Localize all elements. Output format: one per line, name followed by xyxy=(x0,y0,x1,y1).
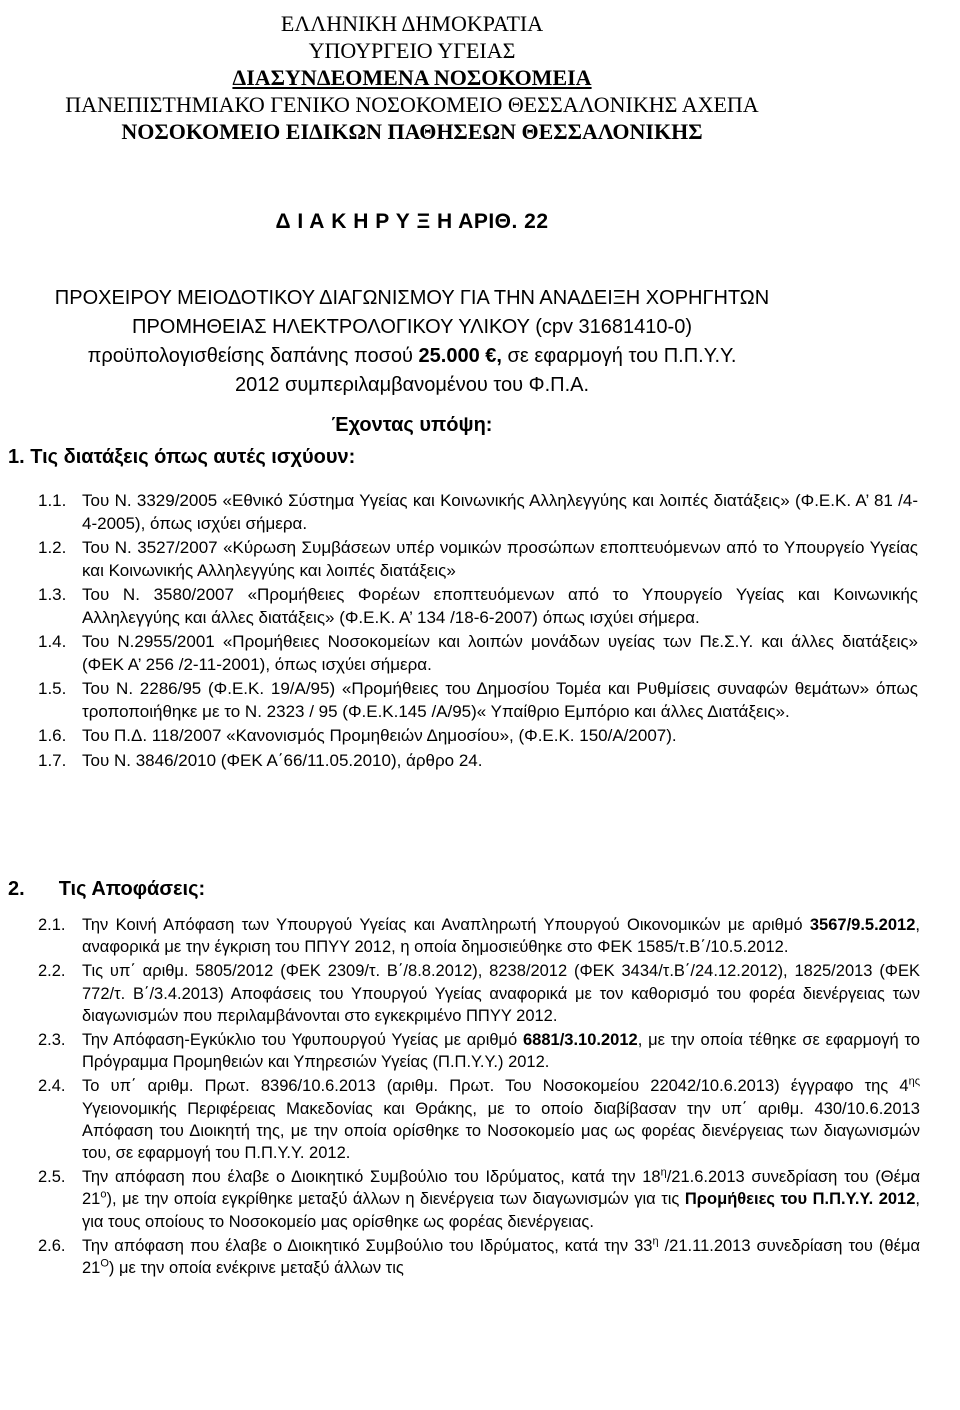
list-item: 1.5. Του Ν. 2286/95 (Φ.Ε.Κ. 19/Α/95) «Προμήθειες του Δημοσίου Τομέα και Ρυθμίσεις συναφών θεμάτων» όπως τροποποιήθηκε με το Ν. 2323 / 95 (Φ.Ε.Κ.145 /Α/95)« Υπαίθριο Εμπόριο και άλλες Διατάξεις». xyxy=(38,679,918,721)
subject-line-3 xyxy=(0,342,824,371)
list-item: 2.6. Την απόφαση που έλαβε ο Διοικητικό Συμβούλιο του Ιδρύματος, κατά την $33^\eta$ /21.11.2013 συνεδρίαση του (θέμα $21^O$) με την οποία ενέκρινε μεταξύ άλλων τις xyxy=(38,1235,920,1278)
header-university-hospital: ΠΑΝΕΠΙΣΤΗΜΙΑΚΟ ΓΕΝΙΚΟ ΝΟΣΟΚΟΜΕΙΟ ΘΕΣΣΑΛΟΝΙΚΗΣ ΑΧΕΠΑ xyxy=(65,92,759,117)
list-item: 1.4. Του Ν.2955/2001 «Προμήθειες Νοσοκομείων και λοιπών μονάδων υγείας των Πε.Σ.Υ. και άλλες διατάξεις» (ΦΕΚ Α’ 256 /2-11-2001), όπως ισχύει σήμερα. xyxy=(38,632,918,674)
section-1-heading: 1. Τις διατάξεις όπως αυτές ισχύουν: xyxy=(8,446,356,468)
section-2-title: Τις Αποφάσεις: xyxy=(58,878,206,900)
subject-budget-suffix: σε εφαρμογή του Π.Π.Υ.Υ. xyxy=(501,345,737,367)
header-special-hospital: ΝΟΣΟΚΟΜΕΙΟ ΕΙΔΙΚΩΝ ΠΑΘΗΣΕΩΝ ΘΕΣΣΑΛΟΝΙΚΗΣ xyxy=(121,119,703,144)
subject-line-2: ΠΡΟΜΗΘΕΙΑΣ ΗΛΕΚΤΡΟΛΟΓΙΚΟΥ ΥΛΙΚΟΥ (cpv 31681410-0) xyxy=(132,316,692,338)
list-item: 1.2. Του Ν. 3527/2007 «Κύρωση Συμβάσεων υπέρ νομικών προσώπων εποπτευόμενων από το Υπουργείο Υγείας και Κοινωνικής Αλληλεγγύης και λοιπές διατάξεις» xyxy=(38,538,918,580)
section-2-heading xyxy=(8,878,205,901)
list-item: 2.4. Το υπ΄ αριθμ. Πρωτ. 8396/10.6.2013 (αριθμ. Πρωτ. Του Νοσοκομείου 22042/10.6.2013) έγγραφο της $4^{\eta\varsigma}$ Υγειονομικής Περιφέρειας Μακεδονίας και Θράκης, με το οποίο διαβίβασαν την υπ΄ αριθμ. 430/10.6.2013 Απόφαση του Διοικητή της, με την οποία ορίσθηκε το Νοσοκομείο μας ως φορέας διενέργειας των διαγωνισμών του, σε εφαρμογή του Π.Π.Υ.Υ. 2012. xyxy=(38,1075,920,1163)
document-subject xyxy=(0,284,824,400)
section-2-list xyxy=(38,914,920,1279)
header-country: ΕΛΛΗΝΙΚΗ ΔΗΜΟΚΡΑΤΙΑ xyxy=(280,11,544,36)
considering-heading: Έχοντας υπόψη: xyxy=(331,414,493,436)
document-header xyxy=(0,10,824,145)
header-hospitals-group: ΔΙΑΣΥΝΔΕΟΜΕΝΑ ΝΟΣΟΚΟΜΕΙΑ xyxy=(232,65,592,90)
list-item: 1.6. Του Π.Δ. 118/2007 «Κανονισμός Προμηθειών Δημοσίου», (Φ.Ε.Κ. 150/Α/2007). xyxy=(38,726,677,745)
header-ministry: ΥΠΟΥΡΓΕΙΟ ΥΓΕΙΑΣ xyxy=(308,38,516,63)
list-item: 1.3. Του Ν. 3580/2007 «Προμήθειες Φορέων εποπτευόμενων από το Υπουργείο Υγείας και Κοινωνικής Αλληλεγγύης και άλλες διατάξεις» (Φ.Ε.Κ. Α’ 134 /18-6-2007) όπως ισχύει σήμερα. xyxy=(38,585,918,627)
list-item: 2.3. Την Απόφαση-Εγκύκλιο του Υφυπουργού Υγείας με αριθμό 6881/3.10.2012, με την οποία τέθηκε σε εφαρμογή το Πρόγραμμα Προμηθειών και Υπηρεσιών Υγείας (Π.Π.Υ.Υ.) 2012. xyxy=(38,1031,920,1072)
list-item: 2.1. Την Κοινή Απόφαση των Υπουργού Υγείας και Αναπληρωτή Υπουργού Οικονομικών με αριθμό 3567/9.5.2012, αναφορικά με την έγκριση του ΠΠΥΥ 2012, η οποία δημοσιεύθηκε στο ΦΕΚ 1585/τ.Β΄/10.5.2012. xyxy=(38,916,920,957)
subject-line-1: ΠΡΟΧΕΙΡΟΥ ΜΕΙΟΔΟΤΙΚΟΥ ΔΙΑΓΩΝΙΣΜΟΥ ΓΙΑ ΤΗΝ ΑΝΑΔΕΙΞΗ ΧΟΡΗΓΗΤΩΝ xyxy=(54,287,770,309)
subject-line-4: 2012 συμπεριλαμβανομένου του Φ.Π.Α. xyxy=(234,374,590,396)
section-2-number: 2. xyxy=(8,878,25,900)
subject-budget-label: προϋπολογισθείσης δαπάνης ποσού xyxy=(87,345,419,367)
list-item: 1.7. Του Ν. 3846/2010 (ΦΕΚ Α΄66/11.05.2010), άρθρο 24. xyxy=(38,750,483,770)
section-1-list xyxy=(38,490,918,772)
list-item: 2.2. Τις υπ΄ αριθμ. 5805/2012 (ΦΕΚ 2309/τ. Β΄/8.8.2012), 8238/2012 (ΦΕΚ 3434/τ.Β΄/24.12.2012), 1825/2013 (ΦΕΚ 772/τ. Β΄/3.4.2013) Αποφάσεις του Υπουργού Υγείας αναφορικά με τον καθορισμό του φορέα διενέργειας των διαγωνισμών που περιλαμβάνονται στο εγκεκριμένο ΠΠΥΥ 2012. xyxy=(38,962,920,1025)
subject-budget-amount: 25.000 €, xyxy=(418,345,502,367)
list-item: 1.1. Του Ν. 3329/2005 «Εθνικό Σύστημα Υγείας και Κοινωνικής Αλληλεγγύης και λοιπές διατάξεις» (Φ.Ε.Κ. Α’ 81 /4-4-2005), όπως ισχύει σήμερα. xyxy=(38,491,918,533)
document-title: Δ Ι Α Κ Η Ρ Υ Ξ Η ΑΡΙΘ. 22 xyxy=(275,210,549,233)
list-item: 2.5. Την απόφαση που έλαβε ο Διοικητικό Συμβούλιο του Ιδρύματος, κατά την $18^\eta/21.6.2013$ συνεδρίαση του (Θέμα $21^o$), με την οποία εγκρίθηκε μεταξύ άλλων η διενέργεια των διαγωνισμών για τις Προμήθειες του Π.Π.Υ.Υ. 2012, για τους οποίους το Νοσοκομείο μας ορίσθηκε ως φορέας διενέργειας. xyxy=(38,1166,920,1231)
